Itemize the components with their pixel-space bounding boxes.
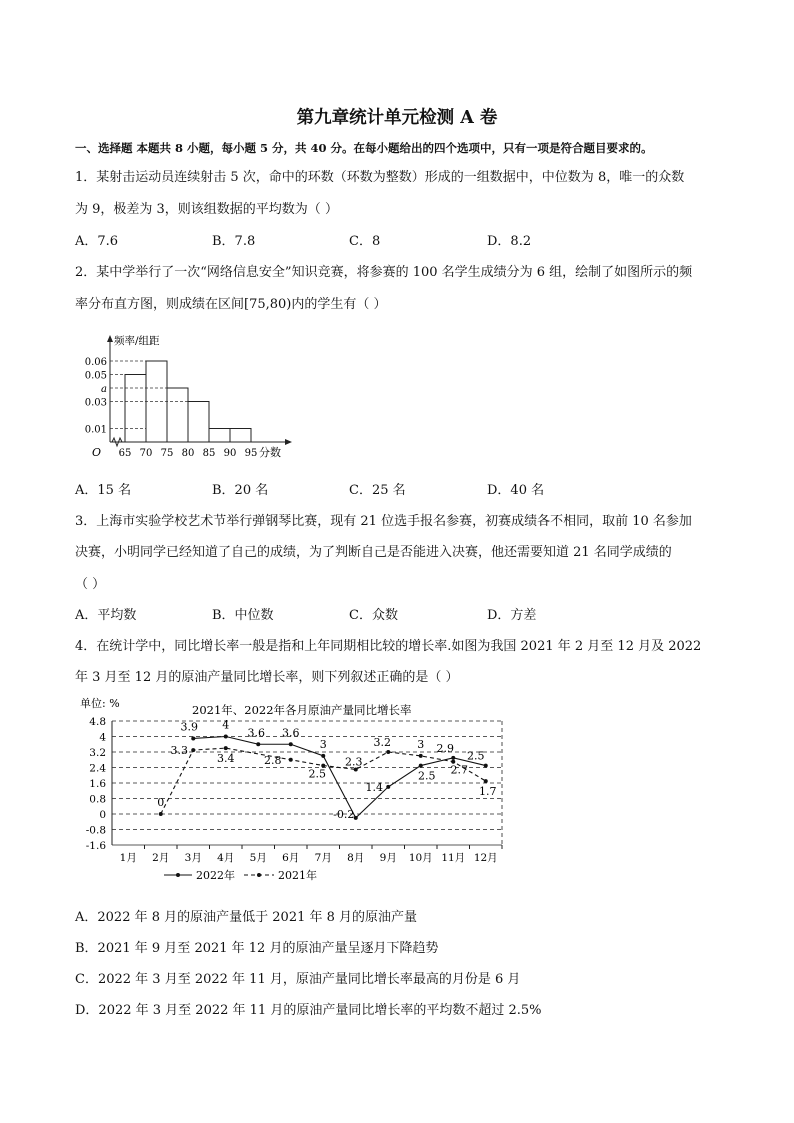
series-2021-data-label: 3.3 [170,744,188,758]
histogram-bar [167,388,188,442]
q4-option-d[interactable]: D．2022 年 3 月至 2022 年 11 月的原油产量同比增长率的平均数不超过 2.5% [75,1003,542,1018]
series-2021-data-label: 2.3 [345,755,363,769]
origin-label: O [92,446,102,459]
series-2021-point [419,754,423,758]
series-2021-point [159,812,163,816]
x-tick-label: 3月 [184,852,202,864]
q3-line2: 决赛，小明同学已经知道了自己的成绩，为了判断自己是否能进入决赛，他还需要知道 21 名同学成绩的 [75,545,672,560]
q4-option-b[interactable]: B．2021 年 9 月至 2021 年 12 月的原油产量呈逐月下降趋势 [75,941,439,956]
series-2022-point [484,764,488,768]
q3-option-d[interactable]: D．方差 [487,608,537,623]
series-2021-data-label: 3 [417,737,425,751]
y-tick-label: 4 [99,731,106,744]
x-tick-label: 10月 [408,852,433,864]
legend-2022-marker [176,873,180,877]
q3-line3: （ ） [75,577,106,592]
q2-option-a[interactable]: A．15 名 [75,483,132,498]
x-tick-label: 75 [160,448,174,459]
x-tick-label: 7月 [314,852,332,864]
series-2022-point [256,742,260,746]
histogram-bar [125,375,146,443]
series-2021-data-label: 2.5 [308,767,326,781]
series-2021-point [224,746,228,750]
series-2022-data-label: 1.4 [365,780,383,794]
y-tick-label: 0.8 [89,793,106,806]
y-tick-label: 1.6 [89,778,106,790]
y-tick-label: 2.4 [89,762,106,775]
y-tick-label: 0.01 [84,424,107,436]
q1-option-d[interactable]: D．8.2 [487,234,532,249]
x-tick-label: 65 [118,448,132,459]
series-2021-point [191,748,195,752]
series-2022-point [321,754,325,758]
x-axis-label: 分数 [259,446,281,459]
q4-line1: 4．在统计学中，同比增长率一般是指和上年同期相比较的增长率.如图为我国 2021 年 2 月至 12 月及 2022 [75,639,702,654]
y-tick-label: 0 [99,809,106,821]
line-chart [72,690,522,890]
series-2021-data-label: 3.2 [373,736,391,749]
y-tick-label: 4.8 [89,716,106,728]
series-2022-data-label: 2.5 [418,769,436,783]
q2-option-c[interactable]: C．25 名 [349,483,406,498]
x-axis-arrow [285,439,292,445]
series-2021-data-label: 2.8 [264,753,282,767]
series-2021-point [484,779,488,783]
q2-option-b[interactable]: B．20 名 [212,483,269,498]
series-2022-point [419,764,423,768]
section-heading: 一、选择题 本题共 8 小题，每小题 5 分，共 40 分。在每小题给出的四个选项中，只有一项是符合题目要求的。 [75,141,653,155]
q1-option-a[interactable]: A．7.6 [75,234,119,249]
q3-option-a[interactable]: A．平均数 [75,608,137,623]
q1-option-c[interactable]: C．8 [349,234,381,249]
q1-line2: 为 9，极差为 3，则该组数据的平均数为（ ） [75,202,338,217]
series-2021-data-label: 2.7 [450,763,468,777]
x-tick-label: 85 [202,448,216,459]
legend-2021-marker [257,873,261,877]
y-axis-arrow [107,335,113,342]
series-2022-data-label: -0.2 [333,807,355,821]
y-tick-label: a [101,384,107,395]
series-2022-data-label: 3.6 [247,726,265,740]
y-tick-label: -0.8 [85,824,106,837]
y-tick-label: 0.05 [84,370,107,382]
series-2022-data-label: 4 [222,718,230,732]
q2-line2: 率分布直方图，则成绩在区间[75,80)内的学生有（ ） [75,297,387,312]
series-2021-data-label: 1.7 [479,785,497,799]
series-2022-point [191,736,195,740]
x-tick-label: 9月 [379,852,397,864]
unit-label: 单位: % [80,697,120,710]
series-2022-data-label: 3.6 [282,726,300,740]
x-tick-label: 5月 [249,852,267,864]
q4-option-c[interactable]: C．2022 年 3 月至 2022 年 11 月，原油产量同比增长率最高的月份是 6 月 [75,972,521,987]
y-tick-label: 0.06 [84,357,107,368]
chart-title: 2021年、2022年各月原油产量同比增长率 [192,703,412,717]
x-tick-label: 95 [244,448,258,459]
legend-2022-label: 2022年 [196,869,235,882]
q4-line2: 年 3 月至 12 月的原油产量同比增长率，则下列叙述正确的是（ ） [75,670,459,685]
histogram-bar [230,429,251,443]
q3-line1: 3．上海市实验学校艺术节举行弹钢琴比赛，现有 21 位选手报名参赛，初赛成绩各不相同，取前 10 名参加 [75,514,692,529]
x-tick-label: 80 [181,448,195,459]
q1-line1: 1．某射击运动员连续射击 5 次，命中的环数（环数为整数）形成的一组数据中，中位数为 8，唯一的众数 [75,170,685,185]
x-tick-label: 11月 [441,852,466,864]
q3-option-c[interactable]: C．众数 [349,608,398,623]
series-2022-point [289,742,293,746]
q1-option-b[interactable]: B．7.8 [212,234,256,249]
x-tick-label: 4月 [217,852,235,864]
series-2021-point [289,758,293,762]
series-2022-point [224,735,228,739]
x-tick-label: 1月 [119,852,137,864]
series-2022-data-label: 3.9 [180,720,198,734]
series-2021-line [161,748,486,814]
series-2022-data-label: 2.9 [436,741,454,755]
x-tick-label: 70 [139,448,153,459]
series-2022-point [451,756,455,760]
series-2022-data-label: 2.5 [467,749,485,763]
y-tick-label: 0.03 [84,397,107,409]
series-2021-data-label: 3.4 [217,752,235,766]
q4-option-a[interactable]: A．2022 年 8 月的原油产量低于 2021 年 8 月的原油产量 [75,910,418,925]
histogram-bar [209,429,230,443]
x-tick-label: 90 [223,448,237,459]
histogram-bar [188,402,209,443]
x-tick-label: 8月 [347,852,365,864]
page-title: 第九章统计单元检测 A 卷 [296,108,498,128]
x-tick-label: 2月 [152,852,170,864]
series-2022-point [386,785,390,789]
x-tick-label: 6月 [282,852,300,864]
y-tick-label: 3.2 [89,747,106,759]
series-2021-point [386,750,390,754]
x-tick-label: 12月 [473,852,498,864]
series-2022-data-label: 3 [319,737,327,751]
q2-option-d[interactable]: D．40 名 [487,483,545,498]
legend-2021-label: 2021年 [278,869,317,882]
histogram-chart [80,330,310,465]
q3-option-b[interactable]: B．中位数 [212,608,274,623]
series-2021-data-label: 0 [157,796,165,809]
y-tick-label: -1.6 [85,840,106,852]
q2-line1: 2．某中学举行了一次“网络信息安全”知识竞赛，将参赛的 100 名学生成绩分为 6 组，绘制了如图所示的频 [75,265,693,280]
y-axis-label: 频率/组距 [114,335,160,347]
